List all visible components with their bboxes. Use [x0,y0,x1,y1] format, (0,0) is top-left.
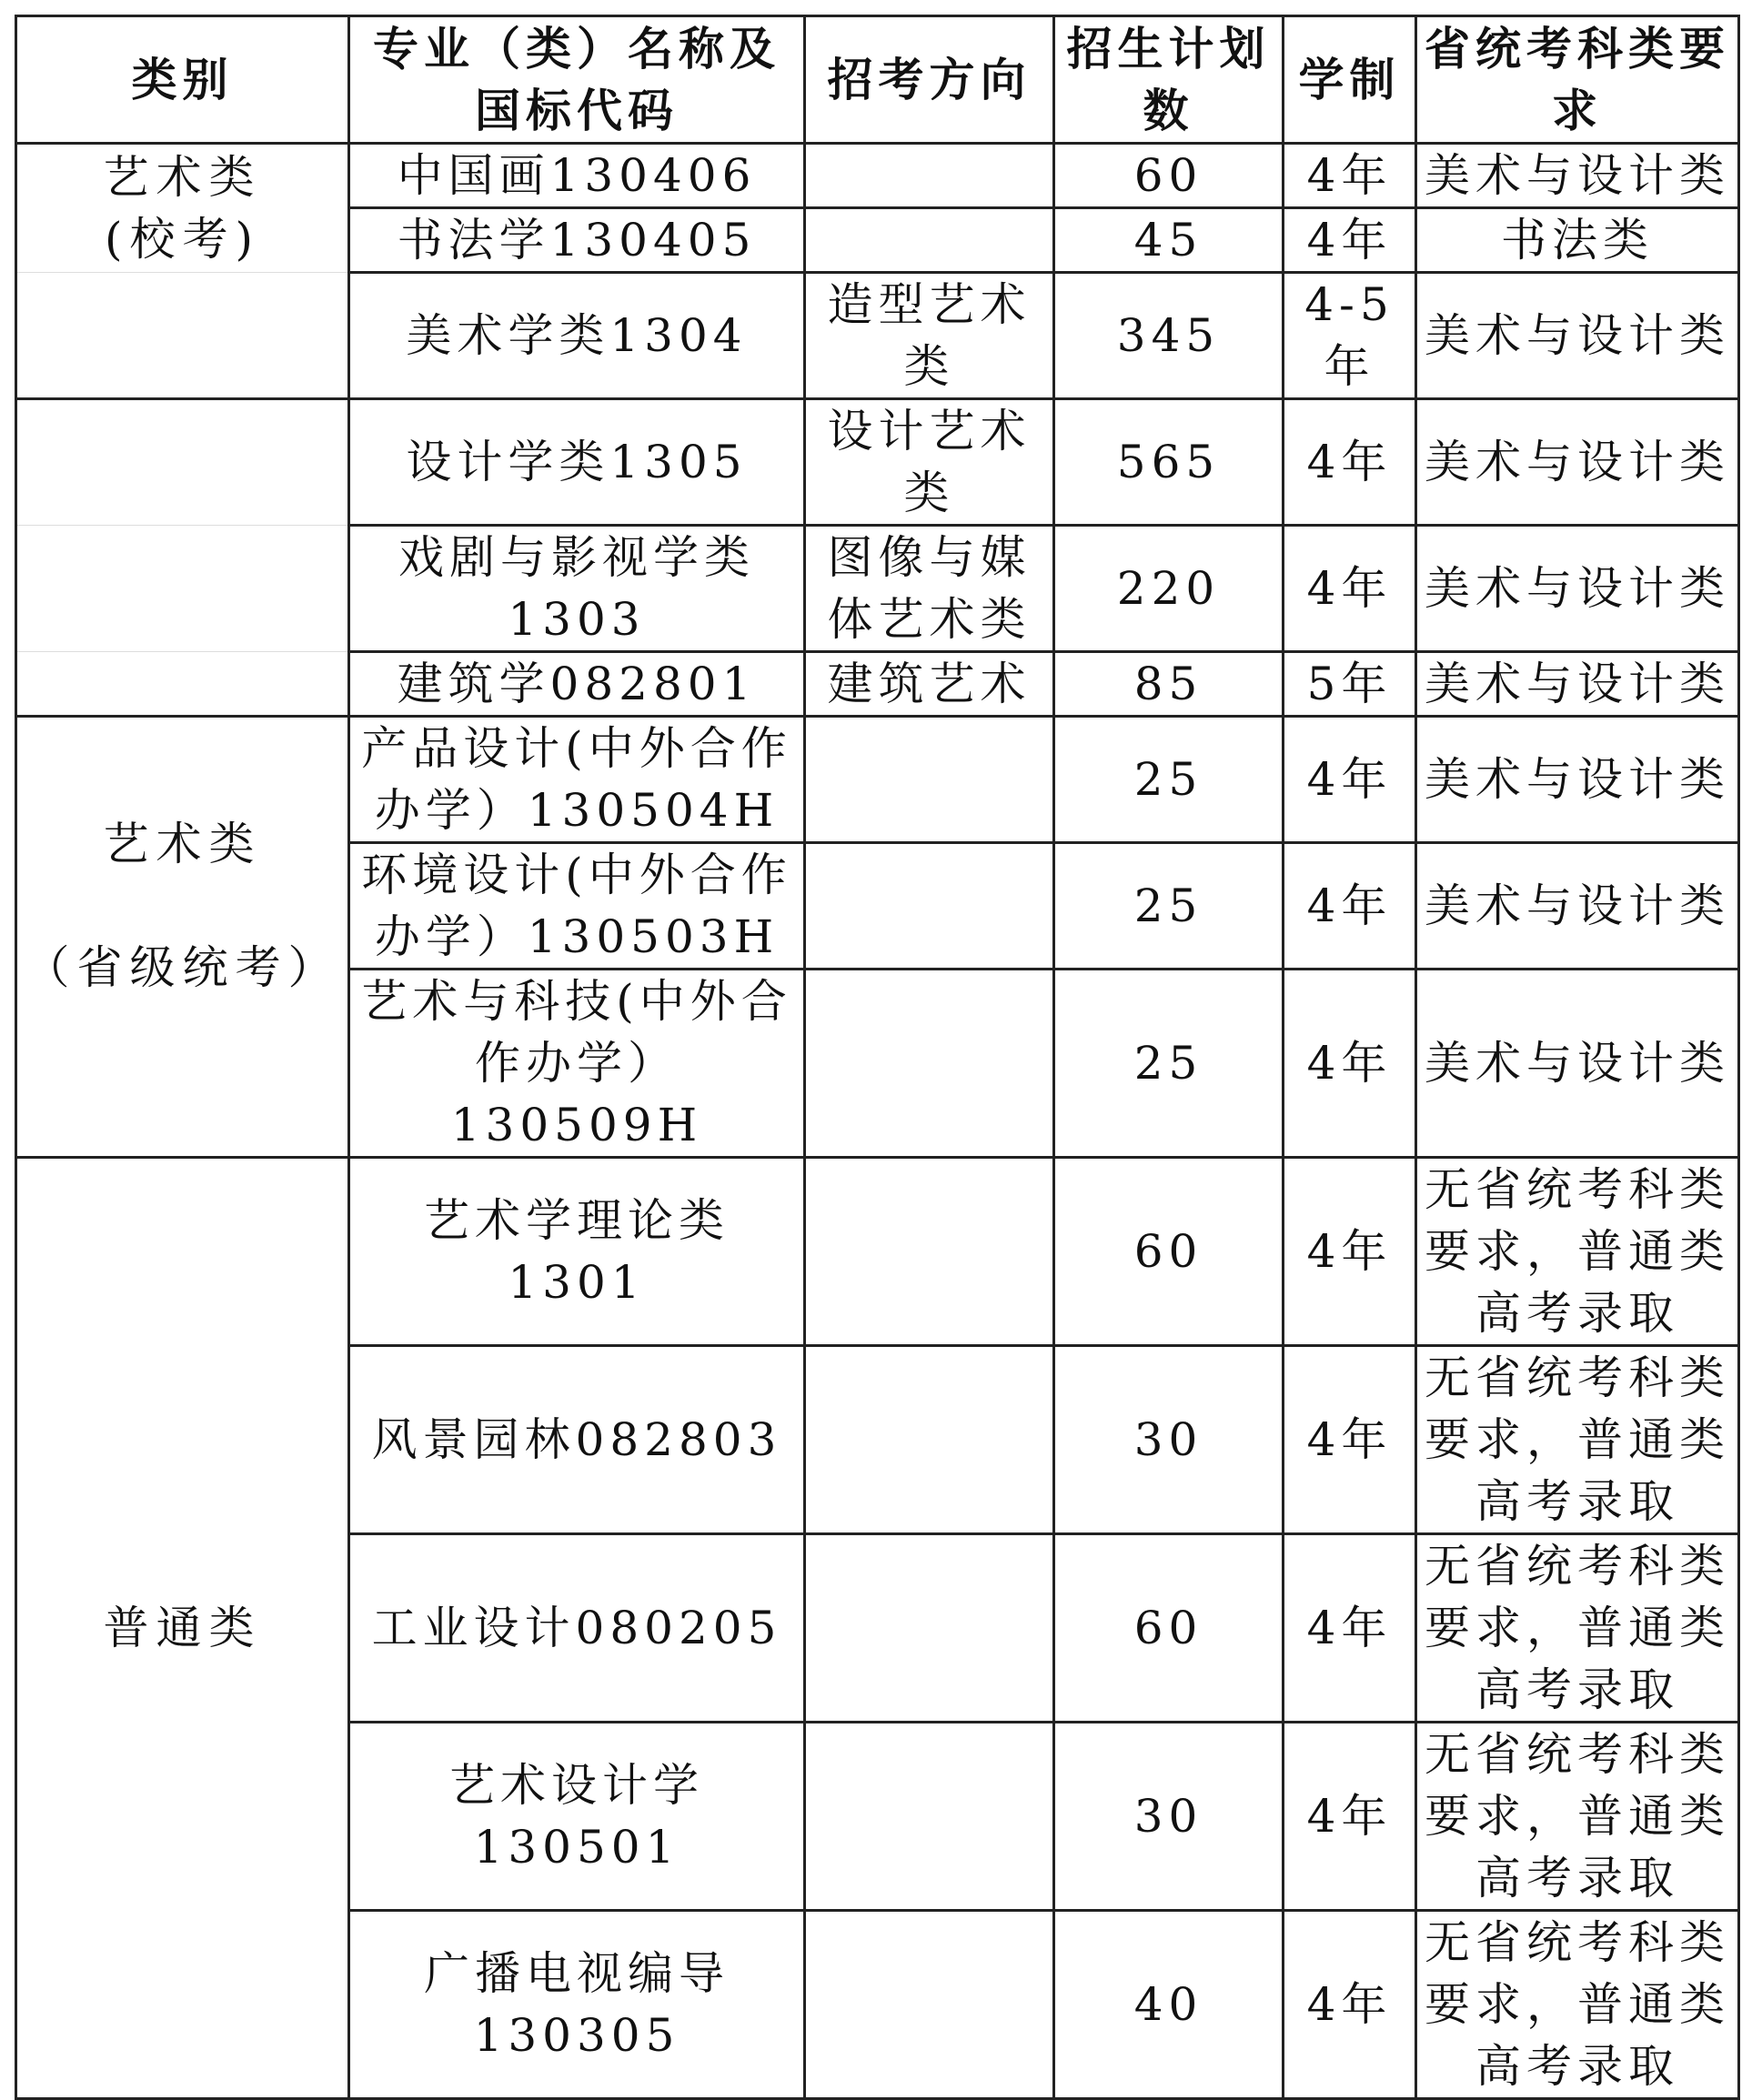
major-cell: 美术学类1304 [349,273,805,399]
header-major: 专业（类）名称及国标代码 [349,16,805,144]
plan-cell: 60 [1054,1534,1284,1723]
direction-cell: 造型艺术类 [805,273,1054,399]
years-cell: 4年 [1284,970,1416,1158]
years-cell: 4年 [1284,1158,1416,1346]
major-cell: 设计学类1305 [349,399,805,526]
category-general: 普通类 [16,1158,349,2099]
table-row [16,652,1739,717]
category-empty-cell [16,652,349,717]
header-requirement: 省统考科类要求 [1416,16,1739,144]
years-cell: 5年 [1284,652,1416,717]
requirement-cell: 美术与设计类 [1416,652,1739,717]
direction-cell: 设计艺术类 [805,399,1054,526]
header-plan: 招生计划数 [1054,16,1284,144]
category-empty-cell [16,526,349,652]
requirement-cell: 美术与设计类 [1416,843,1739,970]
major-cell: 产品设计(中外合作办学）130504H [349,717,805,843]
direction-cell [805,144,1054,208]
direction-cell [805,1911,1054,2099]
table-row [16,273,1739,399]
major-cell: 广播电视编导130305 [349,1911,805,2099]
years-cell: 4年 [1284,1911,1416,2099]
table-row [16,526,1739,652]
requirement-cell: 无省统考科类要求，普通类高考录取 [1416,1911,1739,2099]
plan-cell: 25 [1054,843,1284,970]
direction-cell [805,1534,1054,1723]
direction-cell: 建筑艺术 [805,652,1054,717]
major-cell: 书法学130405 [349,208,805,273]
direction-cell [805,208,1054,273]
table-row [16,1158,1739,1346]
requirement-cell: 无省统考科类要求，普通类高考录取 [1416,1723,1739,1911]
direction-cell [805,1158,1054,1346]
direction-cell [805,1346,1054,1534]
plan-cell: 25 [1054,970,1284,1158]
major-cell: 艺术设计学130501 [349,1723,805,1911]
direction-cell [805,970,1054,1158]
major-cell: 工业设计080205 [349,1534,805,1723]
requirement-cell: 无省统考科类要求，普通类高考录取 [1416,1158,1739,1346]
plan-cell: 25 [1054,717,1284,843]
years-cell: 4年 [1284,717,1416,843]
years-cell: 4年 [1284,1723,1416,1911]
category-empty-cell [16,399,349,526]
plan-cell: 45 [1054,208,1284,273]
plan-cell: 30 [1054,1723,1284,1911]
years-cell: 4年 [1284,1346,1416,1534]
major-cell: 风景园林082803 [349,1346,805,1534]
direction-cell [805,1723,1054,1911]
category-provincial-exam-line2: （省级统考） [24,941,341,994]
plan-cell: 30 [1054,1346,1284,1534]
major-cell: 环境设计(中外合作办学）130503H [349,843,805,970]
header-direction: 招考方向 [805,16,1054,144]
direction-cell [805,717,1054,843]
years-cell: 4年 [1284,843,1416,970]
requirement-cell: 美术与设计类 [1416,717,1739,843]
major-cell: 艺术学理论类1301 [349,1158,805,1346]
plan-cell: 220 [1054,526,1284,652]
requirement-cell: 无省统考科类要求，普通类高考录取 [1416,1346,1739,1534]
plan-cell: 345 [1054,273,1284,399]
category-school-exam-line1: 艺术类 [103,151,262,204]
table-row [16,399,1739,526]
requirement-cell: 书法类 [1416,208,1739,273]
requirement-cell: 美术与设计类 [1416,970,1739,1158]
admissions-table-container [15,15,1740,2100]
requirement-cell: 美术与设计类 [1416,273,1739,399]
years-cell: 4年 [1284,399,1416,526]
years-cell: 4-5年 [1284,273,1416,399]
plan-cell: 565 [1054,399,1284,526]
category-school-exam-line2: (校考) [104,213,260,266]
major-cell: 艺术与科技(中外合作办学）130509H [349,970,805,1158]
plan-cell: 85 [1054,652,1284,717]
header-years: 学制 [1284,16,1416,144]
major-cell: 中国画130406 [349,144,805,208]
category-empty-cell [16,273,349,399]
direction-cell [805,843,1054,970]
header-category: 类别 [16,16,349,144]
direction-cell: 图像与媒体艺术类 [805,526,1054,652]
header-row [16,16,1739,144]
table-row [16,717,1739,843]
plan-cell: 60 [1054,1158,1284,1346]
years-cell: 4年 [1284,1534,1416,1723]
requirement-cell: 无省统考科类要求，普通类高考录取 [1416,1534,1739,1723]
plan-cell: 40 [1054,1911,1284,2099]
category-provincial-exam [16,717,349,1158]
category-provincial-exam-line1: 艺术类 [103,818,262,870]
major-cell: 建筑学082801 [349,652,805,717]
admissions-table [15,15,1740,2100]
plan-cell: 60 [1054,144,1284,208]
years-cell: 4年 [1284,208,1416,273]
category-school-exam [16,144,349,273]
years-cell: 4年 [1284,526,1416,652]
table-row [16,144,1739,208]
major-cell: 戏剧与影视学类1303 [349,526,805,652]
requirement-cell: 美术与设计类 [1416,526,1739,652]
requirement-cell: 美术与设计类 [1416,144,1739,208]
years-cell: 4年 [1284,144,1416,208]
requirement-cell: 美术与设计类 [1416,399,1739,526]
